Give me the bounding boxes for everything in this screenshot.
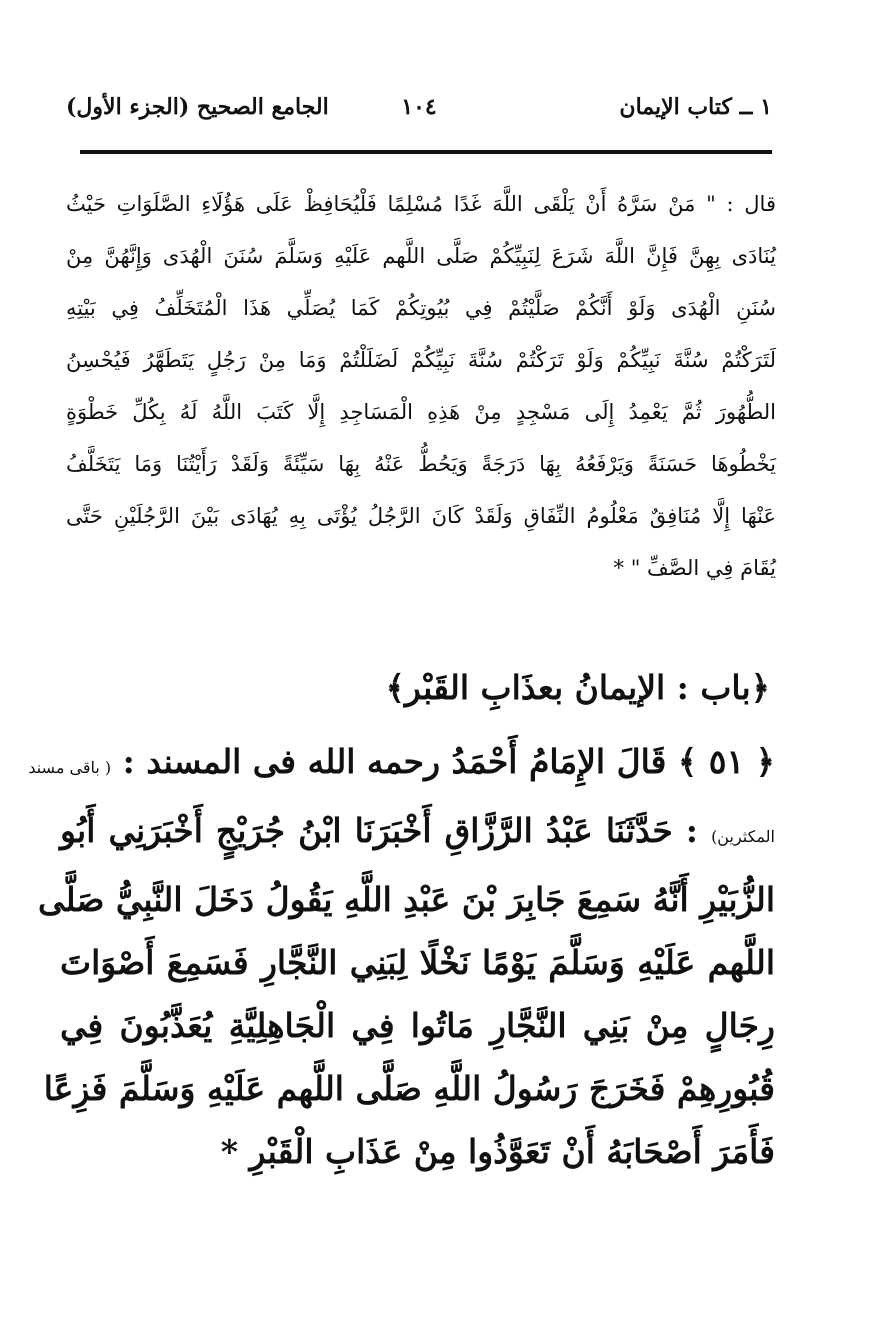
hadith-line: يُقَامَ فِي الصَّفِّ " * — [613, 556, 776, 580]
hadith-line — [60, 799, 775, 868]
hadith-line: فَأَمَرَ أَصْحَابَهُ أَنْ تَعَوَّذُوا مِنْ عَذَابِ الْقَبْرِ * — [220, 1132, 775, 1171]
hadith-text-main — [28, 730, 775, 1183]
source-note-end: المكثرين) — [711, 827, 775, 846]
hadith-line: رِجَالٍ مِنْ بَنِي النَّجَّارِ مَاتُوا فِي الْجَاهِلِيَّةِ يُعَذَّبُونَ فِي — [60, 1006, 775, 1045]
header-book-title: الجامع الصحيح (الجزء الأول) — [66, 94, 329, 120]
header-divider — [80, 150, 772, 154]
hadith-line: قال : " مَنْ سَرَّهُ أَنْ يَلْقَى اللَّهَ غَدًا مُسْلِمًا فَلْيُحَافِظْ عَلَى هَؤُلَاءِ الصَّلَوَاتِ حَيْثُ — [66, 192, 776, 216]
hadith-line: لَتَرَكْتُمْ سُنَّةَ نَبِيِّكُمْ وَلَوْ تَرَكْتُمْ سُنَّةَ نَبِيِّكُمْ لَضَلَلْتُمْ وَمَا مِنْ رَجُلٍ يَتَطَهَّرُ فَيُحْسِنُ — [66, 348, 776, 372]
hadith-line: عَنْهَا إِلَّا مُنَافِقٌ مَعْلُومُ النِّفَاقِ وَلَقَدْ كَانَ الرَّجُلُ يُؤْتَى بِهِ يُهَادَى بَيْنَ الرَّجُلَيْنِ حَتَّى — [66, 504, 776, 528]
hadith-line: اللَّهم عَلَيْهِ وَسَلَّمَ يَوْمًا نَخْلًا لِبَنِي النَّجَّارِ فَسَمِعَ أَصْوَاتَ — [60, 943, 775, 982]
hadith-line: سُنَنِ الْهُدَى وَلَوْ أَنَّكُمْ صَلَّيْتُمْ فِي بُيُوتِكُمْ كَمَا يُصَلِّي هَذَا الْمُتَخَلِّفُ فِي بَيْتِهِ — [66, 296, 776, 320]
hadith-line: الزُّبَيْرِ أَنَّهُ سَمِعَ جَابِرَ بْنَ عَبْدِ اللَّهِ يَقُولُ دَخَلَ النَّبِيُّ صَلَّى — [37, 880, 775, 919]
hadith-number-label: ﴿ ٥١ ﴾ قَالَ الإِمَامُ أَحْمَدُ رحمه الله فى المسند : — [122, 742, 775, 781]
hadith-intro-line — [28, 730, 775, 799]
page-header — [66, 90, 772, 134]
source-note: ( باقى مسند — [28, 758, 112, 777]
hadith-line-text: : حَدَّثَنَا عَبْدُ الرَّزَّاقِ أَخْبَرَنَا ابْنُ جُرَيْجٍ أَخْبَرَنِي أَبُو — [60, 811, 698, 850]
header-chapter: ١ ــ كتاب الإيمان — [619, 94, 772, 120]
chapter-heading: ﴿باب : الإيمانُ بعذَابِ القَبْر﴾ — [385, 668, 770, 707]
hadith-text-previous — [66, 178, 776, 594]
hadith-line: قُبُورِهِمْ فَخَرَجَ رَسُولُ اللَّهِ صَلَّى اللَّهم عَلَيْهِ وَسَلَّمَ فَزِعًا — [43, 1069, 775, 1108]
page-number: ١٠٤ — [401, 94, 437, 120]
hadith-line: يَخْطُوهَا حَسَنَةً وَيَرْفَعُهُ بِهَا دَرَجَةً وَيَحُطُّ عَنْهُ بِهَا سَيِّئَةً وَلَقَدْ رَأَيْتُنَا وَمَا يَتَخَلَّفُ — [66, 452, 776, 476]
hadith-line: الطُّهُورَ ثُمَّ يَعْمِدُ إِلَى مَسْجِدٍ مِنْ هَذِهِ الْمَسَاجِدِ إِلَّا كَتَبَ اللَّهُ لَهُ بِكُلِّ خَطْوَةٍ — [66, 400, 776, 424]
hadith-line: يُنَادَى بِهِنَّ فَإِنَّ اللَّهَ شَرَعَ لِنَبِيِّكُمْ صَلَّى اللَّهم عَلَيْهِ وَسَلَّمَ سُنَنَ الْهُدَى وَإِنَّهُنَّ مِنْ — [66, 244, 776, 268]
